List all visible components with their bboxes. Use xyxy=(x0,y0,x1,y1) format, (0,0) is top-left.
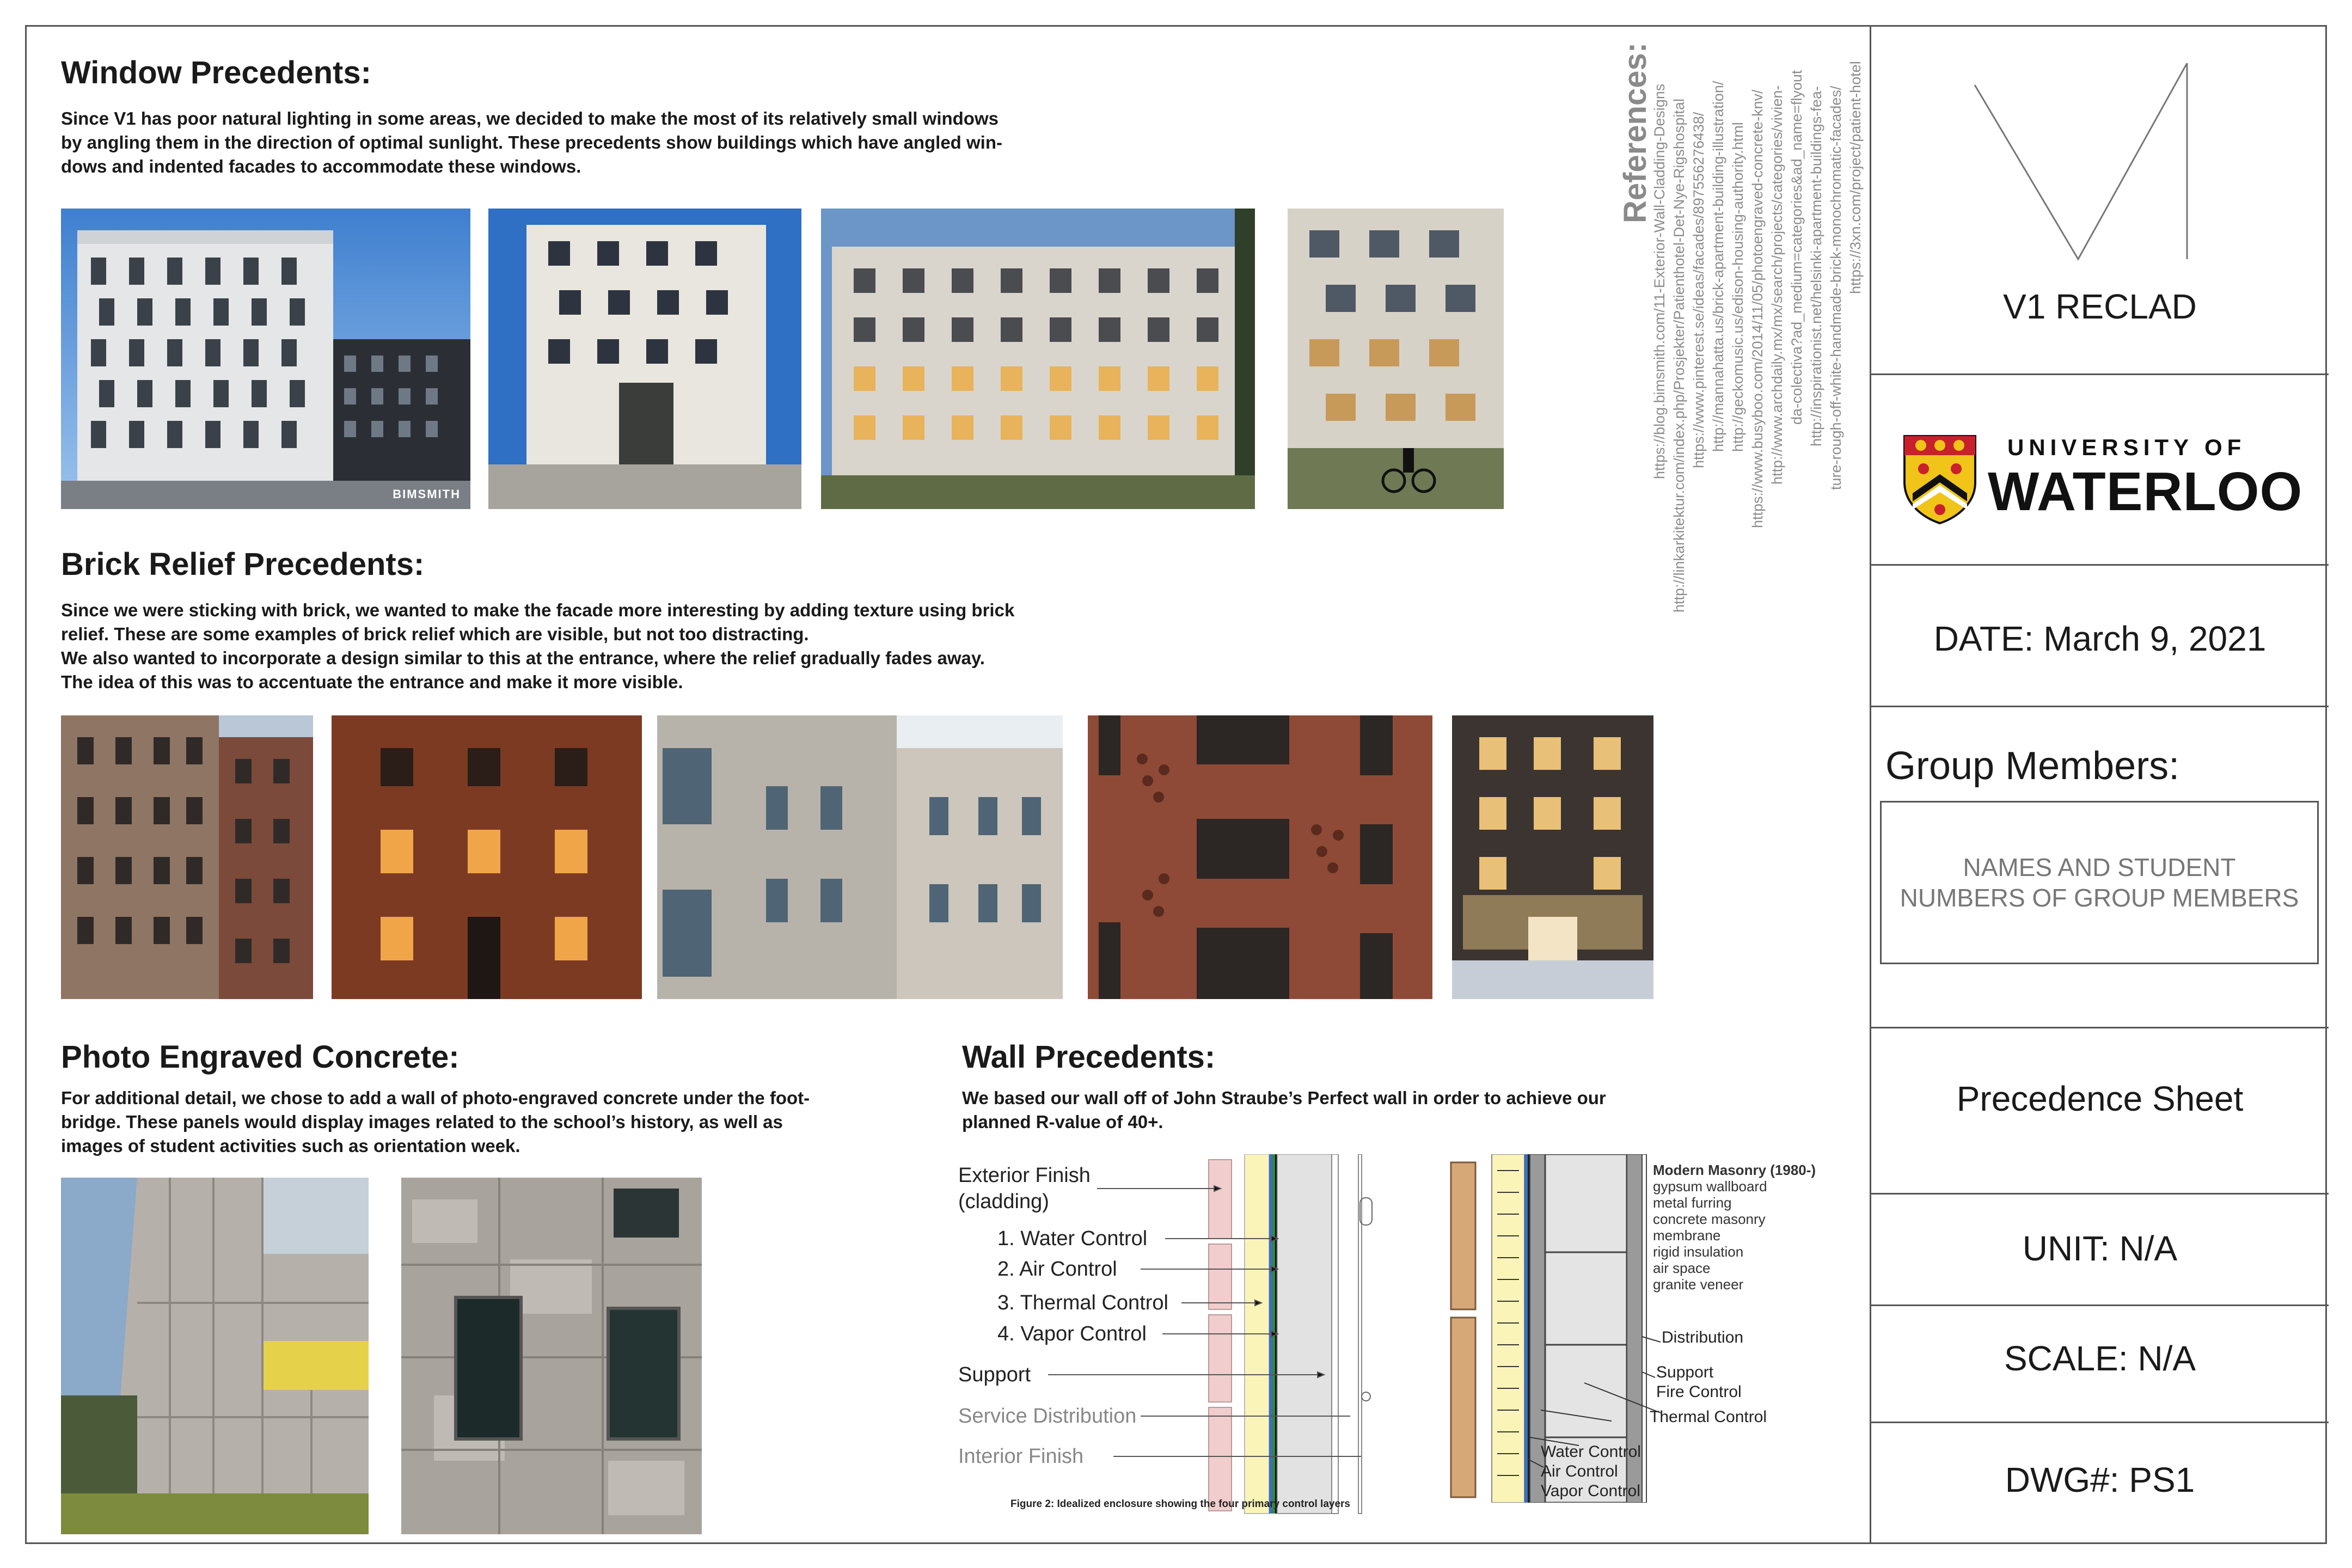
concrete-text: For additional detail, we chose to add a wall of photo-engraved concrete under the foot- bridge. These panels would display images related to the school’s history, as well as images of student activities such as orientation week. xyxy=(61,1088,810,1156)
concrete-photo-2 xyxy=(401,1178,702,1534)
label-support: Support xyxy=(958,1363,1031,1386)
title-block xyxy=(1870,25,2327,1544)
reference-url-5: http://geckomusic.us/edison-housing-authority.html xyxy=(1730,122,1746,452)
masonry-layer-1: gypsum wallboard xyxy=(1653,1178,1767,1195)
window-photo-3 xyxy=(821,209,1255,509)
label-service-distribution: Service Distribution xyxy=(958,1405,1137,1428)
label-thermal-control-right: Thermal Control xyxy=(1650,1408,1767,1426)
figure-caption: Figure 2: Idealized enclosure showing the four primary control layers xyxy=(1010,1498,1350,1510)
wall-text: We based our wall off of John Straube’s Perfect wall in order to achieve our planned R-value of 40+. xyxy=(962,1088,1606,1132)
unit-label: UNIT: N/A xyxy=(2022,1229,2178,1268)
reference-url-7: http://www.archdaily.mx/mx/search/projects/categories/vivien- xyxy=(1769,85,1785,485)
reference-url-6: https://www.busyboo.com/2014/11/05/photoengraved-concrete-knv/ xyxy=(1749,89,1766,528)
masonry-layer-2: metal furring xyxy=(1653,1195,1732,1211)
reference-url-4: http://mannahatta.us/brick-apartment-building-illustration/ xyxy=(1710,81,1726,452)
reference-url-10: ture-rough-off-white-handmade-brick-monochromatic-facades/ xyxy=(1828,85,1844,490)
label-water-control-right: Water Control xyxy=(1541,1443,1641,1461)
label-water-control: 1. Water Control xyxy=(997,1227,1148,1250)
brick-photo-1 xyxy=(61,715,313,999)
reference-url-11: https://3xn.com/project/patient-hotel xyxy=(1847,61,1864,294)
label-vapor-control-right: Vapor Control xyxy=(1541,1482,1640,1500)
label-fire-control: Fire Control xyxy=(1656,1383,1742,1401)
label-air-control-right: Air Control xyxy=(1541,1462,1618,1480)
date-label: DATE: March 9, 2021 xyxy=(1933,619,2267,658)
masonry-title: Modern Masonry (1980-) xyxy=(1653,1162,1816,1178)
masonry-layer-4: membrane xyxy=(1653,1227,1721,1244)
brick-relief-heading: Brick Relief Precedents: xyxy=(61,547,425,582)
project-title: V1 RECLAD xyxy=(2003,287,2197,326)
window-precedents-heading: Window Precedents: xyxy=(61,55,371,90)
concrete-heading: Photo Engraved Concrete: xyxy=(61,1039,460,1075)
v1-logo-icon xyxy=(1969,63,2198,270)
label-thermal-control: 3. Thermal Control xyxy=(997,1291,1168,1314)
label-cladding: (cladding) xyxy=(958,1190,1049,1213)
window-photo-4 xyxy=(1288,209,1504,509)
masonry-layer-5: rigid insulation xyxy=(1653,1244,1744,1260)
masonry-layer-7: granite veneer xyxy=(1653,1276,1744,1293)
masonry-layer-3: concrete masonry xyxy=(1653,1211,1766,1227)
group-members-box xyxy=(1880,801,2319,964)
group-placeholder-2: NUMBERS OF GROUP MEMBERS xyxy=(1900,884,2299,912)
concrete-photo-1 xyxy=(61,1178,369,1534)
reference-url-2: http://linkarkitektur.com/index.php/Prosjekter/Patienthotel-Det-Nye-Rigshospital xyxy=(1671,99,1687,612)
drawing-number: DWG#: PS1 xyxy=(2005,1460,2195,1499)
university-line-1: UNIVERSITY OF xyxy=(2007,434,2246,460)
brick-photo-4 xyxy=(1088,715,1432,999)
label-exterior-finish: Exterior Finish xyxy=(958,1164,1091,1187)
modern-masonry-drawing xyxy=(1448,1154,1818,1503)
references-title: References: xyxy=(1618,42,1653,223)
reference-url-9: http://inspirationist.net/helsinki-apartment-buildings-fea- xyxy=(1808,86,1824,446)
university-line-2: WATERLOO xyxy=(1988,461,2303,522)
label-distribution: Distribution xyxy=(1662,1328,1744,1346)
brick-relief-text: Since we were sticking with brick, we wanted to make the facade more interesting by adding texture using brick relief. These are some examples of brick relief which are visible, but not too distracting. We also wanted to incorporate a design similar to this at the entrance, where the relief gradually fades away. The idea of this was to accentuate the entrance and make it more visible. xyxy=(61,600,1015,692)
group-placeholder-1: NAMES AND STUDENT xyxy=(1963,853,2236,881)
group-members-title: Group Members: xyxy=(1885,744,2180,788)
brick-photo-5 xyxy=(1452,715,1653,999)
window-photo-1 xyxy=(61,209,470,509)
reference-url-3: https://www.pinterest.se/ideas/facades/897556276438/ xyxy=(1690,112,1707,468)
reference-url-1: https://blog.bimsmith.com/11-Exterior-Wall-Cladding-Designs xyxy=(1651,83,1668,479)
label-interior-finish: Interior Finish xyxy=(958,1445,1084,1468)
reference-url-8: da-colectiva?ad_medium=categories&ad_name=flyout xyxy=(1788,70,1805,425)
photo-watermark: BIMSMITH xyxy=(393,487,461,501)
window-photo-2 xyxy=(488,209,801,509)
masonry-layer-6: air space xyxy=(1653,1260,1711,1276)
university-shield-icon xyxy=(1902,433,1978,526)
brick-photo-3 xyxy=(657,715,1063,999)
label-support-right: Support xyxy=(1656,1363,1714,1381)
scale-label: SCALE: N/A xyxy=(2004,1339,2196,1378)
sheet-name: Precedence Sheet xyxy=(1956,1079,2244,1118)
brick-photo-2 xyxy=(332,715,642,999)
label-air-control: 2. Air Control xyxy=(997,1258,1117,1281)
window-precedents-text: Since V1 has poor natural lighting in some areas, we decided to make the most of its relatively small windows by angling them in the direction of optimal sunlight. These precedents show buildings which have angled win- dows and indented facades to accommodate these windows. xyxy=(61,108,1002,176)
perfect-wall-diagram xyxy=(958,1154,1405,1524)
label-vapor-control: 4. Vapor Control xyxy=(997,1322,1147,1345)
wall-heading: Wall Precedents: xyxy=(962,1039,1216,1075)
